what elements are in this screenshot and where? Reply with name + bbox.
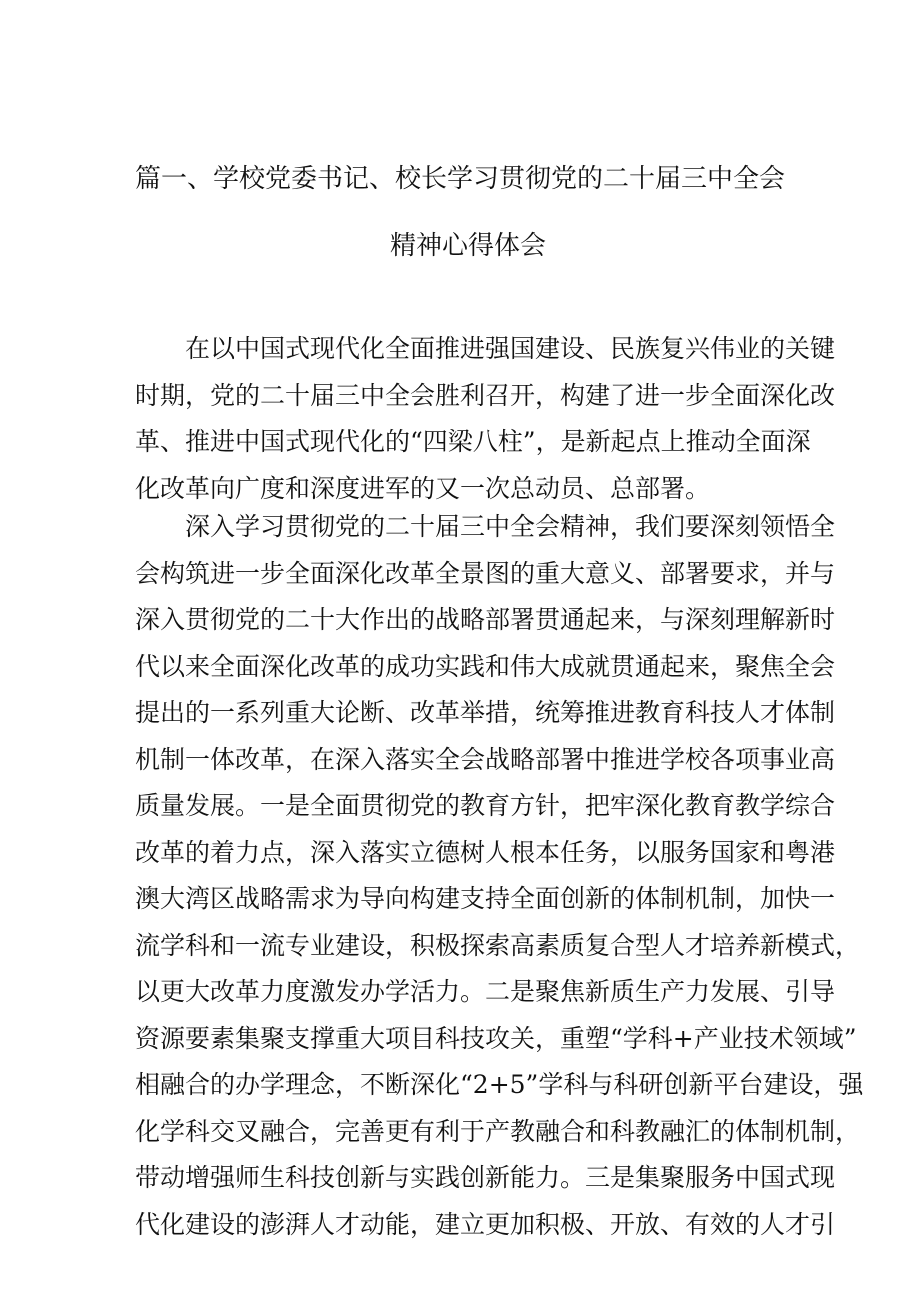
paragraph-2-line: 质量发展。一是全面贯彻党的教育方针，把牢深化教育教学综合 (135, 791, 836, 820)
document-title-line-1: 篇一、学校党委书记、校长学习贯彻党的二十届三中全会 (135, 164, 786, 194)
paragraph-1-line: 在以中国式现代化全面推进强国建设、民族复兴伟业的关键 (185, 334, 836, 363)
paragraph-2-line: 澳大湾区战略需求为导向构建支持全面创新的体制机制，加快一 (135, 884, 836, 913)
paragraph-2-line: 会构筑进一步全面深化改革全景图的重大意义、部署要求，并与 (135, 558, 836, 588)
paragraph-2-line: 深入学习贯彻党的二十届三中全会精神，我们要深刻领悟全 (185, 512, 836, 541)
paragraph-2-line: 代以来全面深化改革的成功实践和伟大成就贯通起来，聚焦全会 (135, 651, 836, 681)
paragraph-2-line: 深入贯彻党的二十大作出的战略部署贯通起来，与深刻理解新时 (135, 605, 836, 634)
paragraph-1-line: 革、推进中国式现代化的“四梁八柱”，是新起点上推动全面深 (135, 427, 811, 456)
paragraph-2-line: 机制一体改革，在深入落实全会战略部署中推进学校各项事业高 (135, 744, 836, 774)
paragraph-2-line: 改革的着力点，深入落实立德树人根本任务，以服务国家和粤港 (135, 837, 836, 867)
paragraph-1-line: 化改革向广度和深度进军的又一次总动员、总部署。 (135, 473, 711, 503)
paragraph-1-line: 时期，党的二十届三中全会胜利召开，构建了进一步全面深化改 (135, 380, 836, 410)
paragraph-2 (135, 504, 864, 1248)
paragraph-2-line: 提出的一系列重大论断、改革举措，统筹推进教育科技人才体制 (135, 698, 836, 727)
paragraph-2-line: 带动增强师生科技创新与实践创新能力。三是集聚服务中国式现 (135, 1163, 836, 1192)
paragraph-2-line: 相融合的办学理念，不断深化“2+5”学科与科研创新平台建设，强 (135, 1070, 864, 1099)
document-title-line-2: 精神心得体会 (390, 231, 547, 261)
paragraph-1 (135, 326, 836, 512)
paragraph-2-line: 资源要素集聚支撑重大项目科技攻关，重塑“学科+产业技术领域” (135, 1023, 857, 1053)
paragraph-2-line: 代化建设的澎湃人才动能，建立更加积极、开放、有效的人才引 (135, 1209, 836, 1239)
paragraph-2-line: 化学科交叉融合，完善更有利于产教融合和科教融汇的体制机制， (135, 1116, 861, 1146)
paragraph-2-line: 流学科和一流专业建设，积极探索高素质复合型人才培养新模式， (135, 930, 861, 960)
paragraph-2-line: 以更大改革力度激发办学活力。二是聚焦新质生产力发展、引导 (135, 977, 836, 1006)
